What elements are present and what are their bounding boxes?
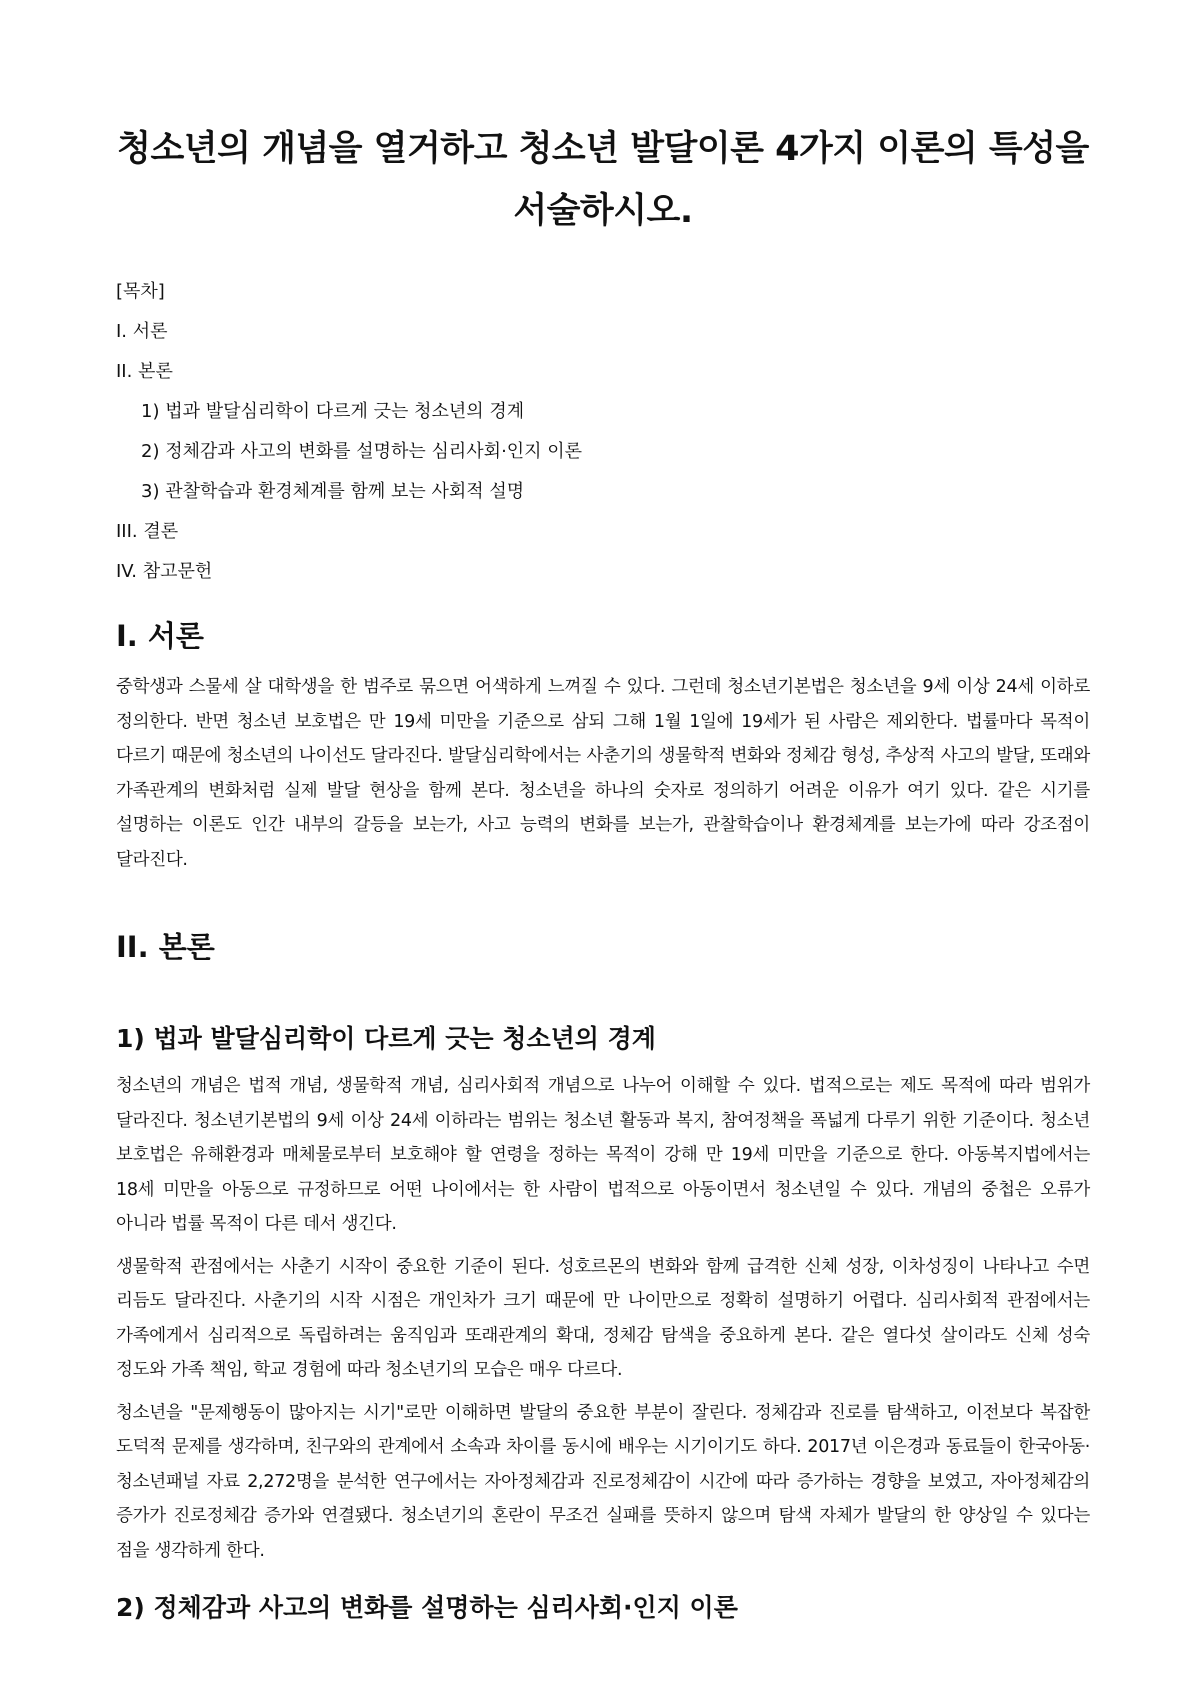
toc-item-intro: I. 서론 [116,321,168,342]
toc-item-references: IV. 참고문헌 [116,561,213,582]
toc-item-body-3: 3) 관찰학습과 환경체계를 함께 보는 사회적 설명 [141,481,525,502]
table-of-contents [116,272,1090,592]
intro-heading: I. 서론 [116,619,204,653]
intro-paragraph: 중학생과 스물세 살 대학생을 한 범주로 묶으면 어색하게 느껴질 수 있다. 그런데 청소년기본법은 청소년을 9세 이상 24세 이하로 정의한다. 반면 청소년 보호법은 만 19세 미만을 기준으로 삼되 그해 1월 1일에 19세가 된 사람은 제외한다. 법률마다 목적이 다르기 때문에 청소년의 나이선도 달라진다. 발달심리학에서는 사춘기의 생물학적 변화와 정체감 형성, 추상적 사고의 발달, 또래와 가족관계의 변화처럼 실제 발달 현상을 함께 본다. 청소년을 하나의 숫자로 정의하기 어려운 이유가 여기 있다. 같은 시기를 설명하는 이론도 인간 내부의 갈등을 보는가, 사고 능력의 변화를 보는가, 관찰학습이나 환경체계를 보는가에 따라 강조점이 달라진다. [116,677,1090,870]
section1-paragraph-3: 청소년을 "문제행동이 많아지는 시기"로만 이해하면 발달의 중요한 부분이 잘린다. 정체감과 진로를 탐색하고, 이전보다 복잡한 도덕적 문제를 생각하며, 친구와의 관계에서 소속과 차이를 동시에 배우는 시기이기도 하다. 2017년 이은경과 동료들이 한국아동·청소년패널 자료 2,272명을 분석한 연구에서는 자아정체감과 진로정체감이 시간에 따라 증가하는 경향을 보였고, 자아정체감의 증가가 진로정체감 증가와 연결됐다. 청소년기의 혼란이 무조건 실패를 뜻하지 않으며 탐색 자체가 발달의 한 양상일 수 있다는 점을 생각하게 한다. [116,1402,1090,1561]
section1-paragraph-1: 청소년의 개념은 법적 개념, 생물학적 개념, 심리사회적 개념으로 나누어 이해할 수 있다. 법적으로는 제도 목적에 따라 범위가 달라진다. 청소년기본법의 9세 이상 24세 이하라는 범위는 청소년 활동과 복지, 참여정책을 폭넓게 다루기 위한 기준이다. 청소년 보호법은 유해환경과 매체물로부터 보호해야 할 연령을 정하는 목적이 강해 만 19세 미만을 기준으로 한다. 아동복지법에서는 18세 미만을 아동으로 규정하므로 어떤 나이에서는 한 사람이 법적으로 아동이면서 청소년일 수 있다. 개념의 중첩은 오류가 아니라 법률 목적이 다른 데서 생긴다. [116,1076,1090,1234]
toc-heading: [목차] [116,281,165,302]
section1-heading: 1) 법과 발달심리학이 다르게 긋는 청소년의 경계 [116,1024,656,1053]
document-title: 청소년의 개념을 열거하고 청소년 발달이론 4가지 이론의 특성을 서술하시오. [117,129,1089,231]
toc-item-body-1: 1) 법과 발달심리학이 다르게 긋는 청소년의 경계 [141,401,525,422]
toc-item-conclusion: III. 결론 [116,521,179,542]
body-heading: II. 본론 [116,930,215,964]
section1-paragraph-2: 생물학적 관점에서는 사춘기 시작이 중요한 기준이 된다. 성호르몬의 변화와 함께 급격한 신체 성장, 이차성징이 나타나고 수면 리듬도 달라진다. 사춘기의 시작 시점은 개인차가 크기 때문에 만 나이만으로 정확히 설명하기 어렵다. 심리사회적 관점에서는 가족에게서 심리적으로 독립하려는 움직임과 또래관계의 확대, 정체감 탐색을 중요하게 본다. 같은 열다섯 살이라도 신체 성숙 정도와 가족 책임, 학교 경험에 따라 청소년기의 모습은 매우 다르다. [116,1256,1090,1380]
toc-item-body: II. 본론 [116,361,173,382]
toc-item-body-2: 2) 정체감과 사고의 변화를 설명하는 심리사회·인지 이론 [141,441,583,462]
section2-heading: 2) 정체감과 사고의 변화를 설명하는 심리사회·인지 이론 [116,1593,738,1622]
